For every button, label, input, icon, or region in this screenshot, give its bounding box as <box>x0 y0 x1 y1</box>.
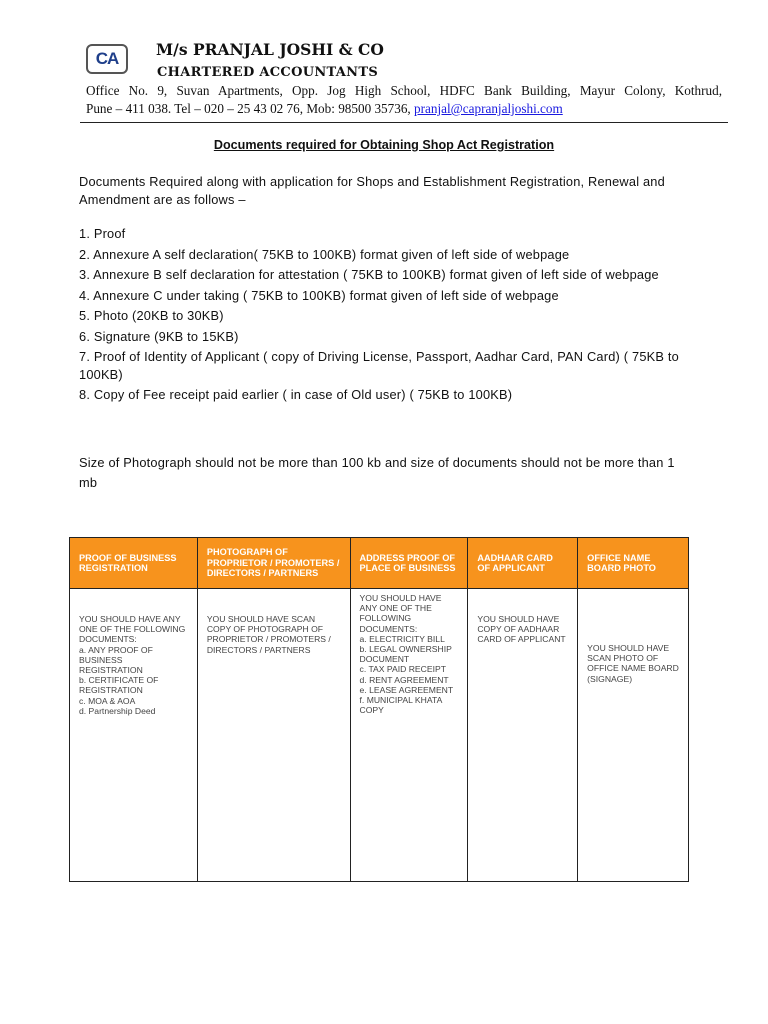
documents-list <box>79 225 679 407</box>
email-link[interactable]: pranjal@capranjaljoshi.com <box>414 101 563 116</box>
cell-line: f. MUNICIPAL KHATA COPY <box>359 695 442 716</box>
table-row <box>70 589 689 882</box>
firm-logo <box>86 44 128 74</box>
cell-address-proof <box>350 589 468 882</box>
intro-paragraph: Documents Required along with application for Shops and Establishment Registration, Renewal and Amendment are as follows – <box>79 174 665 207</box>
header-photograph: PHOTOGRAPH OF PROPRIETOR / PROMOTERS / DIRECTORS / PARTNERS <box>197 538 350 589</box>
cell-line: a. ANY PROOF OF BUSINESS REGISTRATION <box>79 644 153 676</box>
header-name-board: OFFICE NAME BOARD PHOTO <box>578 538 689 589</box>
cell-line: d. RENT AGREEMENT <box>359 674 449 685</box>
cell-line: c. MOA & AOA <box>79 695 136 706</box>
cell-aadhaar: YOU SHOULD HAVE COPY OF AADHAAR CARD OF APPLICANT <box>468 589 578 882</box>
firm-subtitle: CHARTERED ACCOUNTANTS <box>157 65 379 80</box>
requirements-table <box>69 537 689 882</box>
cell-line: YOU SHOULD HAVE ANY ONE OF THE FOLLOWING DOCUMENTS: <box>79 614 186 645</box>
list-item: 4. Annexure C under taking ( 75KB to 100KB) format given of left side of webpage <box>79 287 559 303</box>
cell-line: b. LEGAL OWNERSHIP DOCUMENT <box>359 644 452 665</box>
header-aadhaar: AADHAAR CARD OF APPLICANT <box>468 538 578 589</box>
firm-name: M/s PRANJAL JOSHI & CO <box>156 40 384 59</box>
cell-name-board: YOU SHOULD HAVE SCAN PHOTO OF OFFICE NAME BOARD (SIGNAGE) <box>578 589 689 882</box>
list-item: 3. Annexure B self declaration for attestation ( 75KB to 100KB) format given of left side of webpage <box>79 267 659 282</box>
size-note: Size of Photograph should not be more than 100 kb and size of documents should not be more than 1 mb <box>79 455 675 490</box>
cell-line: c. TAX PAID RECEIPT <box>359 664 446 675</box>
table-header-row <box>70 538 689 589</box>
list-item: 1. Proof <box>79 226 126 241</box>
logo-text: CA <box>95 49 119 68</box>
list-item: 5. Photo (20KB to 30KB) <box>79 308 224 323</box>
cell-line: b. CERTIFICATE OF REGISTRATION <box>79 675 159 696</box>
list-item: 6. Signature (9KB to 15KB) <box>79 328 239 344</box>
cell-line: YOU SHOULD HAVE ANY ONE OF THE FOLLOWING DOCUMENTS: <box>359 593 442 634</box>
header-address-proof: ADDRESS PROOF OF PLACE OF BUSINESS <box>350 538 468 589</box>
document-title: Documents required for Obtaining Shop Act Registration <box>213 138 555 152</box>
address-contact: Pune – 411 038. Tel – 020 – 25 43 02 76, Mob: 98500 35736, <box>86 101 411 116</box>
list-item: 7. Proof of Identity of Applicant ( copy of Driving License, Passport, Aadhar Card, PAN Card) ( 75KB to 100KB) <box>79 349 679 382</box>
address-line-1: Office No. 9, Suvan Apartments, Opp. Jog High School, HDFC Bank Building, Mayur Colony, Kothrud, <box>86 83 722 98</box>
cell-line: a. ELECTRICITY BILL <box>359 633 445 644</box>
cell-line: d. Partnership Deed <box>79 705 156 716</box>
list-item: 8. Copy of Fee receipt paid earlier ( in case of Old user) ( 75KB to 100KB) <box>79 387 513 402</box>
cell-photograph: YOU SHOULD HAVE SCAN COPY OF PHOTOGRAPH OF PROPRIETOR / PROMOTERS / DIRECTORS / PARTNERS <box>197 589 350 882</box>
header-business-registration: PROOF OF BUSINESS REGISTRATION <box>70 538 198 589</box>
cell-line: e. LEASE AGREEMENT <box>359 684 454 695</box>
address-line-2 <box>86 101 563 117</box>
list-item: 2. Annexure A self declaration( 75KB to 100KB) format given of left side of webpage <box>79 246 570 262</box>
header-divider <box>80 122 728 123</box>
cell-business-registration <box>70 589 198 882</box>
